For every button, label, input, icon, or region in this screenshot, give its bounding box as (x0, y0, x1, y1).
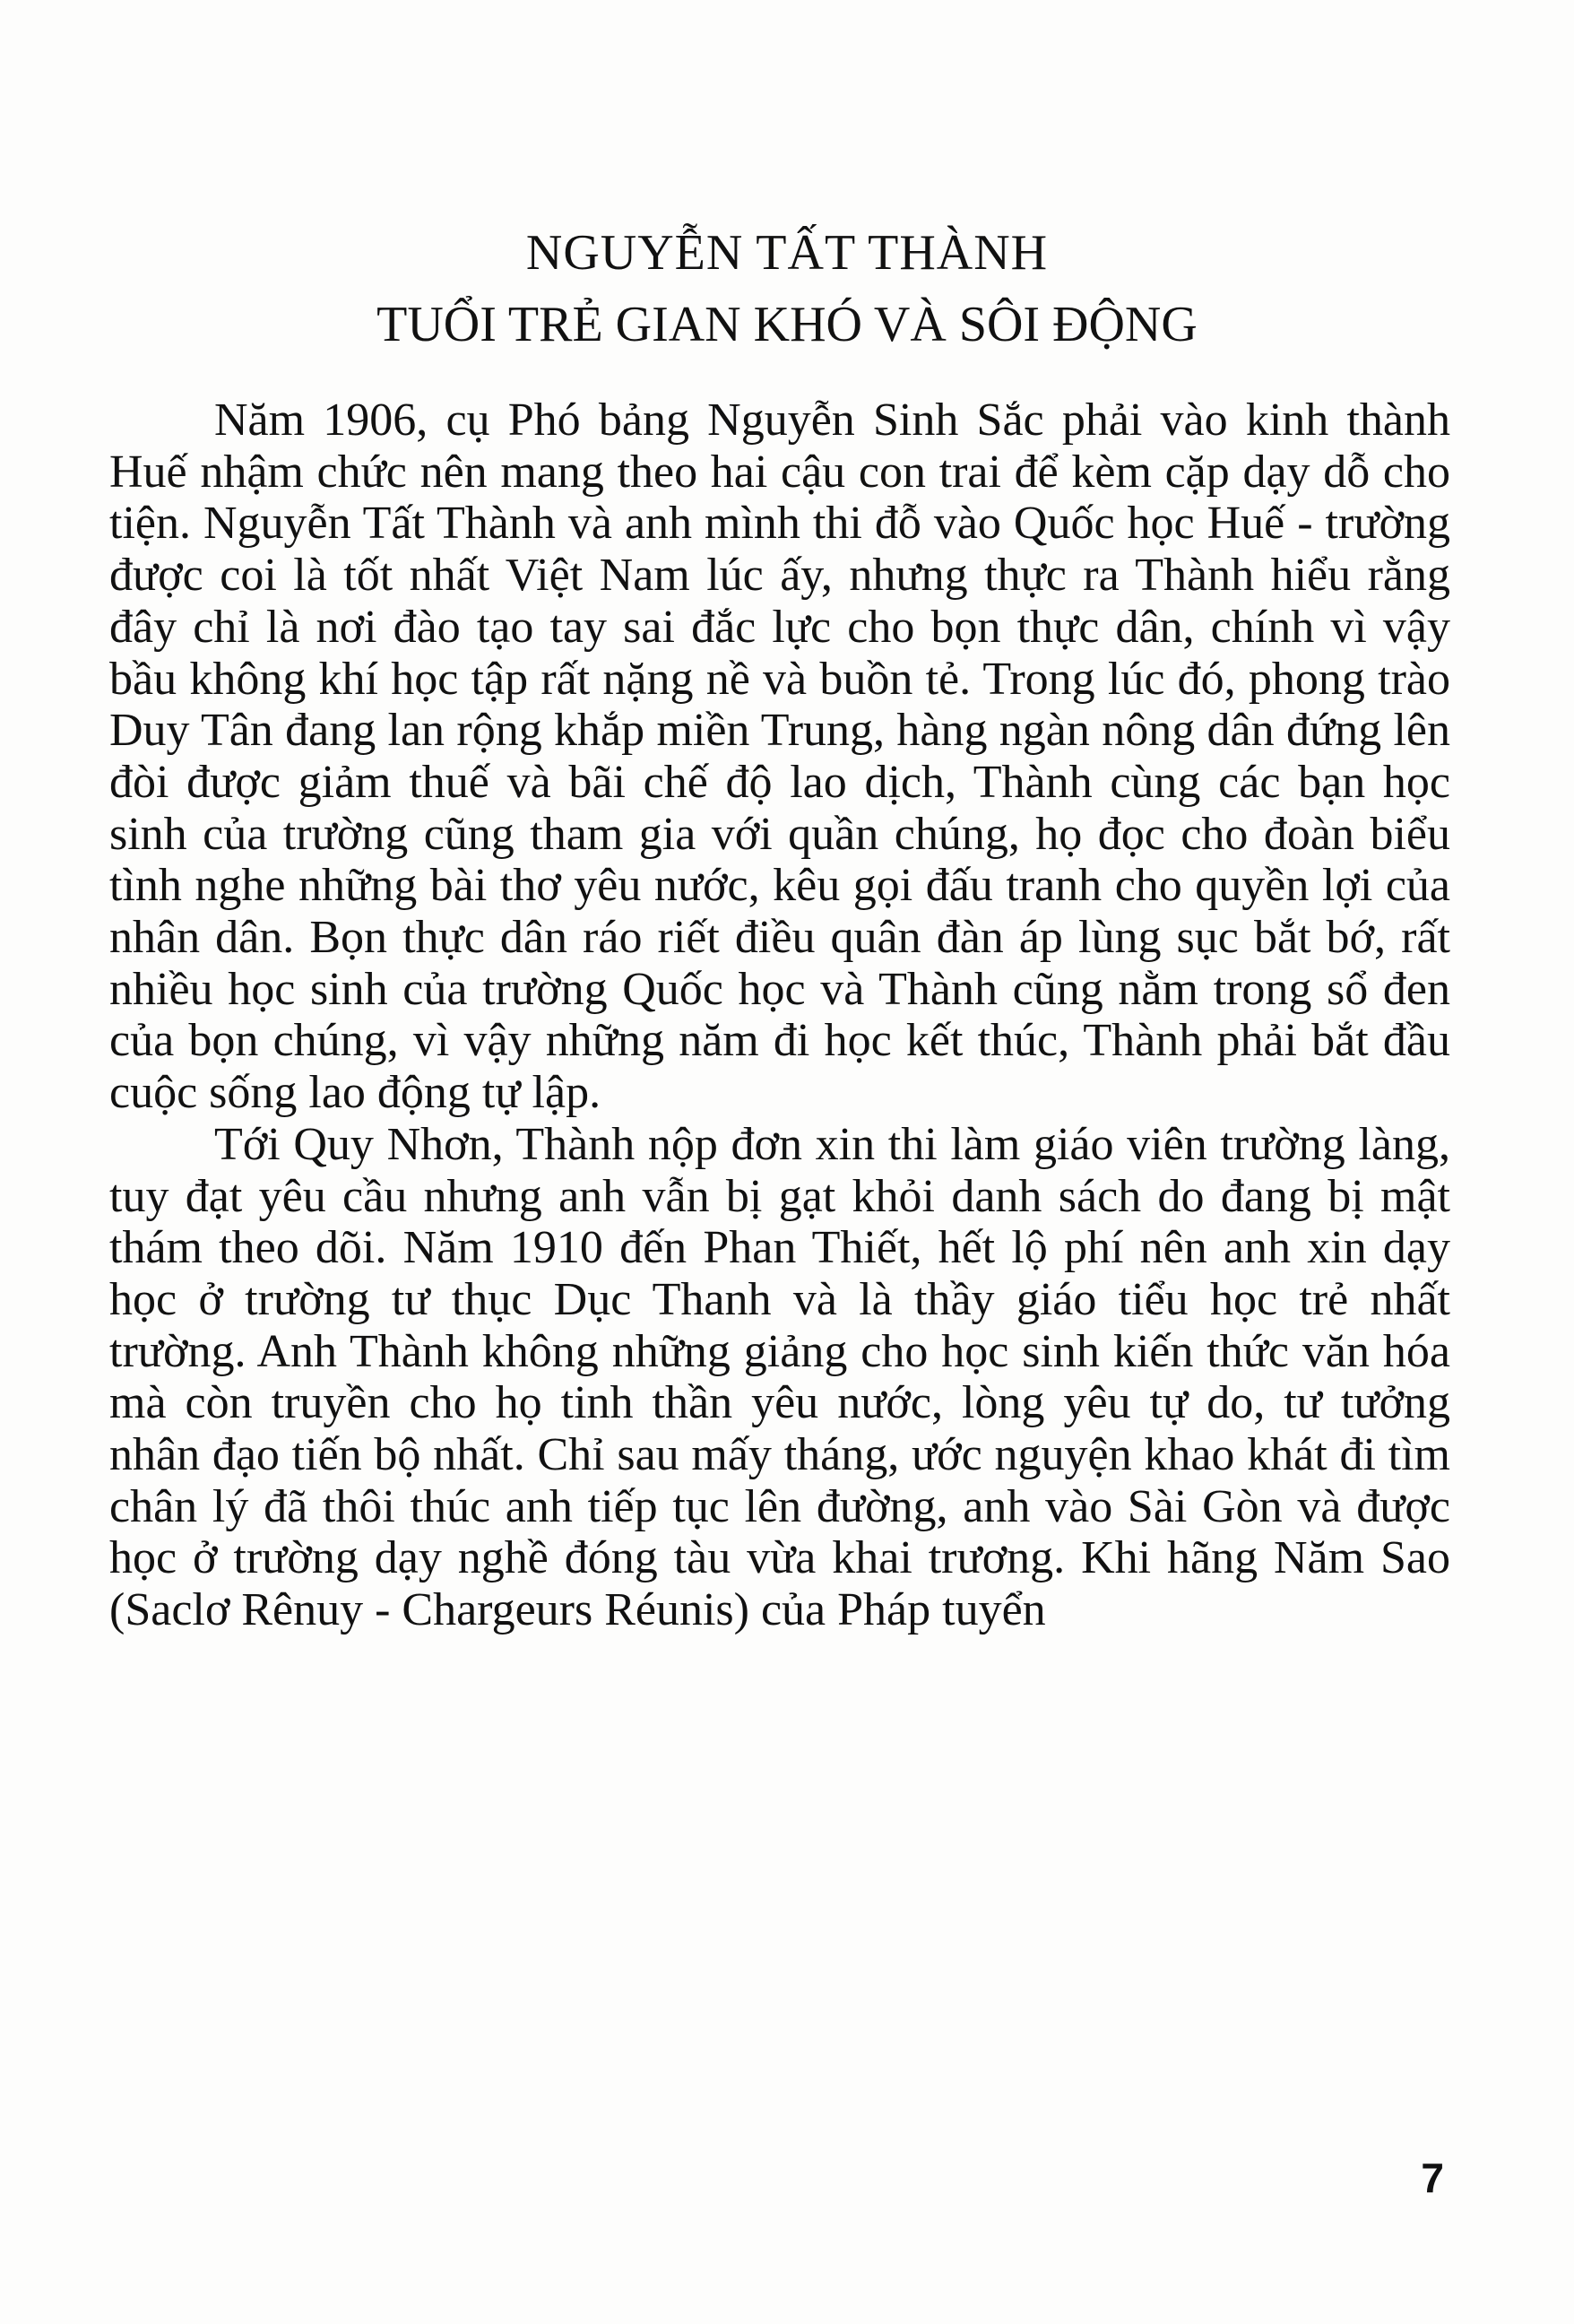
paragraph: Tới Quy Nhơn, Thành nộp đơn xin thi làm giáo viên trường làng, tuy đạt yêu cầu nhưng anh vẫn bị gạt khỏi danh sách do đang bị mật thám theo dõi. Năm 1910 đến Phan Thiết, hết lộ phí nên anh xin dạy học ở trường tư thục Dục Thanh và là thầy giáo tiểu học trẻ nhất trường. Anh Thành không những giảng cho học sinh kiến thức văn hóa mà còn truyền cho họ tinh thần yêu nước, lòng yêu tự do, tư tưởng nhân đạo tiến bộ nhất. Chỉ sau mấy tháng, ước nguyện khao khát đi tìm chân lý đã thôi thúc anh tiếp tục lên đường, anh vào Sài Gòn và được học ở trường dạy nghề đóng tàu vừa khai trương. Khi hãng Năm Sao (Saclơ Rênuy - Chargeurs Réunis) của Pháp tuyển (109, 1118, 1450, 1636)
body-text (109, 395, 1450, 1636)
page-number: 7 (1421, 2155, 1444, 2201)
chapter-title-line-2: TUỔI TRẺ GIAN KHÓ VÀ SÔI ĐỘNG (376, 297, 1198, 352)
chapter-title-line-1: NGUYỄN TẤT THÀNH (525, 225, 1049, 281)
paragraph: Năm 1906, cụ Phó bảng Nguyễn Sinh Sắc phải vào kinh thành Huế nhậm chức nên mang theo hai cậu con trai để kèm cặp dạy dỗ cho tiện. Nguyễn Tất Thành và anh mình thi đỗ vào Quốc học Huế - trường được coi là tốt nhất Việt Nam lúc ấy, nhưng thực ra Thành hiểu rằng đây chỉ là nơi đào tạo tay sai đắc lực cho bọn thực dân, chính vì vậy bầu không khí học tập rất nặng nề và buồn tẻ. Trong lúc đó, phong trào Duy Tân đang lan rộng khắp miền Trung, hàng ngàn nông dân đứng lên đòi được giảm thuế và bãi chế độ lao dịch, Thành cùng các bạn học sinh của trường cũng tham gia với quần chúng, họ đọc cho đoàn biểu tình nghe những bài thơ yêu nước, kêu gọi đấu tranh cho quyền lợi của nhân dân. Bọn thực dân ráo riết điều quân đàn áp lùng sục bắt bớ, rất nhiều học sinh của trường Quốc học và Thành cũng nằm trong sổ đen của bọn chúng, vì vậy những năm đi học kết thúc, Thành phải bắt đầu cuộc sống lao động tự lập. (109, 395, 1450, 1119)
